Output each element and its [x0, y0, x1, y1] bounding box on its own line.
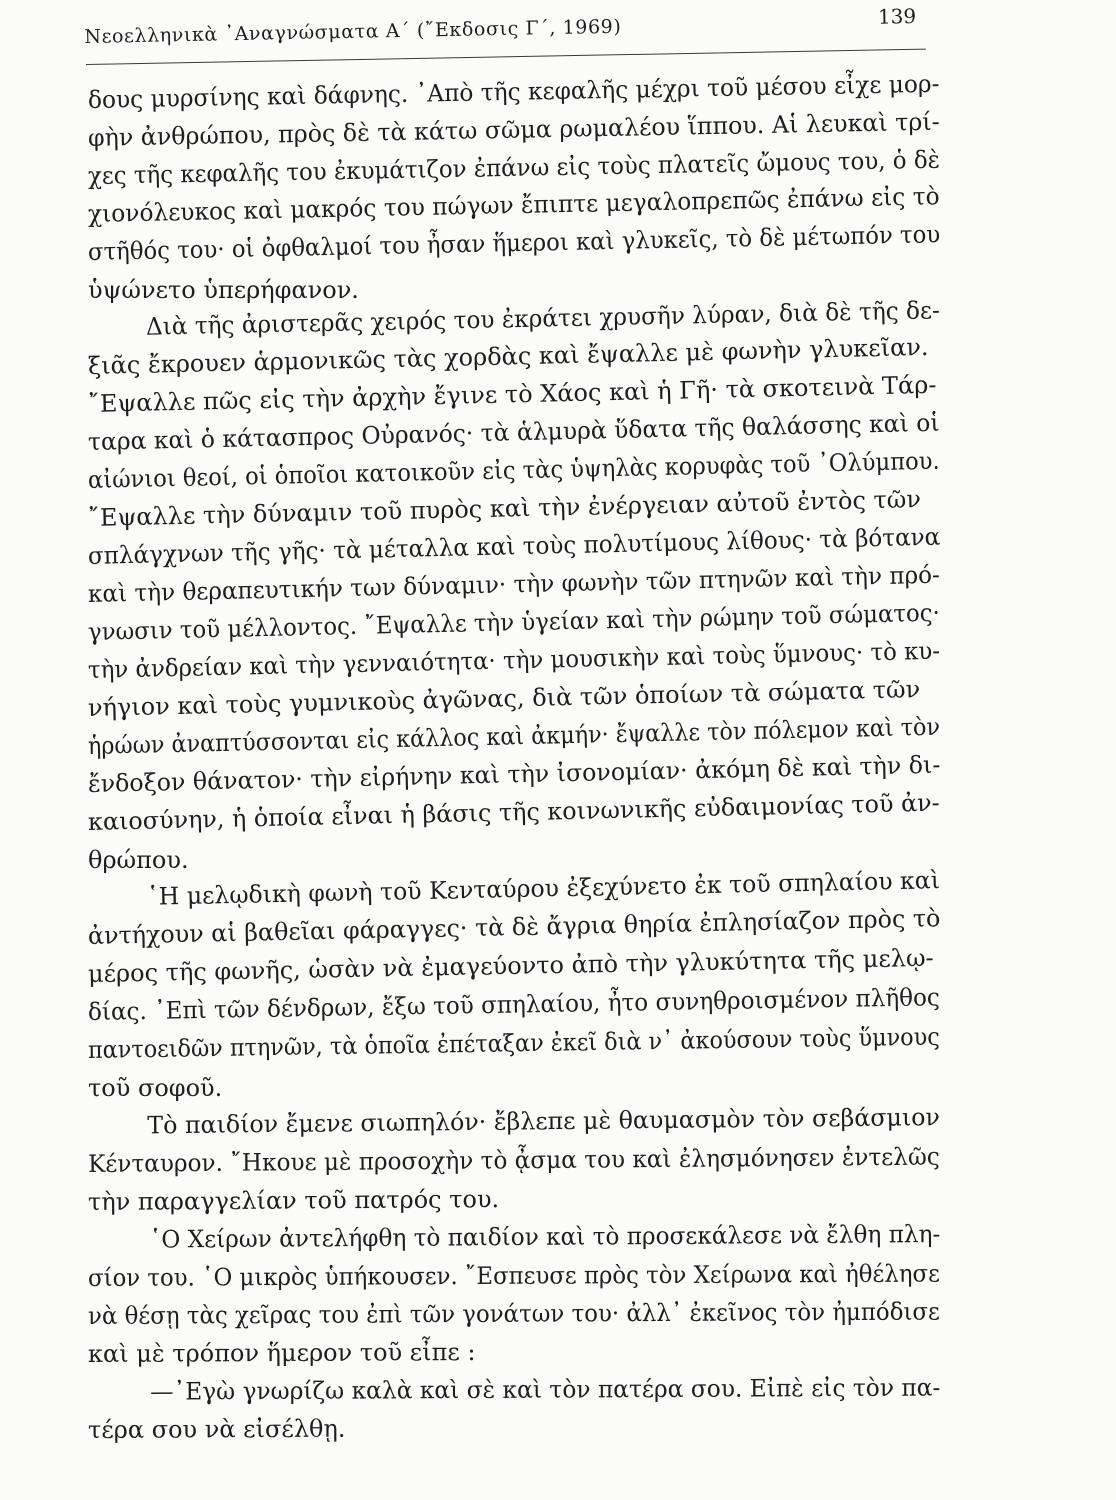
text-line: τοῦ σοφοῦ. — [88, 1074, 223, 1102]
text-line: φὴν ἀνθρώπου, πρὸς δὲ τὰ κάτω σῶμα ρωμαλέου ἵππου. Αἱ λευκαὶ τρί- — [87, 107, 940, 152]
text-line: ἡρώων ἀναπτύσσονται εἰς κάλλος καὶ ἀκμήν· ἔψαλλε τὸν πόλεμον καὶ τὸν — [87, 712, 941, 760]
text-line: τέρα σου νὰ εἰσέλθῃ. — [87, 1414, 346, 1444]
text-line: νὰ θέσῃ τὰς χεῖρας του ἐπὶ τῶν γονάτων του· ἀλλ᾿ ἐκεῖνος τὸν ἠμπόδισε — [87, 1297, 940, 1330]
text-line: Τὸ παιδίον ἔμενε σιωπηλόν· ἔβλεπε μὲ θαυμασμὸν τὸν σεβάσμιον — [147, 1103, 941, 1140]
text-line: σίον του. ῾Ο μικρὸς ὑπήκουσεν. ῎Εσπευσε πρὸς τὸν Χείρωνα καὶ ἠθέλησε — [87, 1259, 940, 1292]
text-line: ἀντήχουν αἱ βαθεῖαι φάραγγες· τὰ δὲ ἄγρια θηρία ἐπλησίαζον πρὸς τὸ — [87, 904, 941, 950]
text-line: ὑψώνετο ὑπερήφανον. — [88, 276, 359, 304]
text-line: παντοειδῶν πτηνῶν, τὰ ὁποῖα ἐπέταξαν ἐκεῖ διὰ ν᾿ ἀκούσουν τοὺς ὕμνους — [87, 1022, 940, 1064]
text-line: —᾿Εγὼ γνωρίζω καλὰ καὶ σὲ καὶ τὸν πατέρα σου. Εἰπὲ εἰς τὸν πα- — [150, 1373, 941, 1406]
text-line: γνωσιν τοῦ μέλλοντος. ῎Εψαλλε τὴν ὑγείαν καὶ τὴν ρώμην τοῦ σώματος· — [87, 598, 941, 646]
text-line: τὴν ἀνδρείαν καὶ τὴν γενναιότητα· τὴν μουσικὴν καὶ τοὺς ὕμνους· τὸ κυ- — [87, 636, 941, 684]
text-line: καὶ τὴν θεραπευτικήν των δύναμιν· τὴν φωνὴν τῶν πτηνῶν καὶ τὴν πρό- — [87, 560, 941, 608]
text-line: ῾Ο Χείρων ἀντελήφθη τὸ παιδίον καὶ τὸ προσεκάλεσε νὰ ἔλθη πλη- — [149, 1220, 941, 1254]
text-line: Κένταυρον. ῎Ηκουε μὲ προσοχὴν τὸ ᾆσμα του καὶ ἐλησμόνησεν ἐντελῶς — [87, 1142, 940, 1178]
text-line: ῾Η μελῳδικὴ φωνὴ τοῦ Κενταύρου ἐξεχύνετο ἐκ τοῦ σπηλαίου καὶ — [146, 866, 941, 911]
text-line: αἰώνιοι θεοί, οἱ ὁποῖοι κατοικοῦν εἰς τὰς ὑψηλὰς κορυφὰς τοῦ ᾿Ολύμπου. — [87, 446, 940, 494]
text-line: ῎Εψαλλε τὴν δύναμιν τοῦ πυρὸς καὶ τὴν ἐνέργειαν αὐτοῦ ἐντὸς τῶν — [87, 485, 922, 532]
text-line: χιονόλευκος καὶ μακρός του πώγων ἔπιπτε μεγαλοπρεπῶς ἐπάνω εἰς τὸ — [87, 182, 940, 228]
text-line: καὶ μὲ τρόπον ἥμερον τοῦ εἶπε : — [87, 1337, 476, 1368]
text-line: μέρος τῆς φωνῆς, ὡσὰν νὰ ἐμαγεύοντο ἀπὸ τὴν γλυκύτητα τῆς μελῳ- — [87, 943, 934, 988]
text-line: Διὰ τῆς ἀριστερᾶς χειρός του ἐκράτει χρυσῆν λύραν, διὰ δὲ τῆς δε- — [145, 296, 941, 341]
text-line: δους μυρσίνης καὶ δάφνης. ᾿Απὸ τῆς κεφαλῆς μέχρι τοῦ μέσου εἶχε μορ- — [87, 69, 940, 114]
page-number: 139 — [877, 4, 917, 29]
text-line: νήγιον καὶ τοὺς γυμνικοὺς ἀγῶνας, διὰ τῶν ὁποίων τὰ σώματα τῶν — [87, 675, 921, 722]
text-line: τὴν παραγγελίαν τοῦ πατρός του. — [87, 1185, 500, 1216]
running-head — [84, 2, 927, 58]
text-line: καιοσύνην, ἡ ὁποία εἶναι ἡ βάσις τῆς κοινωνικῆς εὐδαιμονίας τοῦ ἀν- — [87, 788, 941, 836]
text-line: ἔνδοξον θάνατον· τὴν εἰρήνην καὶ τὴν ἰσονομίαν· ἀκόμη δὲ καὶ τὴν δι- — [87, 750, 941, 798]
text-line: δίας. ᾿Επὶ τῶν δένδρων, ἔξω τοῦ σπηλαίου, ἦτο συνηθροισμένον πλῆθος — [87, 983, 941, 1026]
text-line: ξιᾶς ἔκρουεν ἁρμονικῶς τὰς χορδὰς καὶ ἔψαλλε μὲ φωνὴν γλυκεῖαν. — [87, 332, 929, 380]
text-line: σπλάγχνων τῆς γῆς· τὰ μέταλλα καὶ τοὺς πολυτίμους λίθους· τὰ βότανα — [87, 522, 941, 570]
text-line: ῎Εψαλλε πῶς εἰς τὴν ἀρχὴν ἔγινε τὸ Χάος καὶ ἡ Γῆ· τὰ σκοτεινὰ Τάρ- — [87, 370, 937, 418]
text-line: ταρα καὶ ὁ κάτασπρος Οὐρανός· τὰ ἁλμυρὰ ὕδατα τῆς θαλάσσης καὶ οἱ — [87, 408, 940, 456]
running-head-title: Νεοελληνικὰ ᾿Αναγνώσματα Α΄ (῎Εκδοσις Γ΄, 1969) — [84, 15, 622, 48]
text-line: θρώπου. — [88, 846, 189, 874]
text-line: στῆθός του· οἱ ὀφθαλμοί του ἦσαν ἥμεροι καὶ γλυκεῖς, τὸ δὲ μέτωπόν του — [87, 220, 941, 266]
text-line: χες τῆς κεφαλῆς του ἐκυμάτιζον ἐπάνω εἰς τοὺς πλατεῖς ὤμους του, ὁ δὲ — [87, 145, 941, 190]
